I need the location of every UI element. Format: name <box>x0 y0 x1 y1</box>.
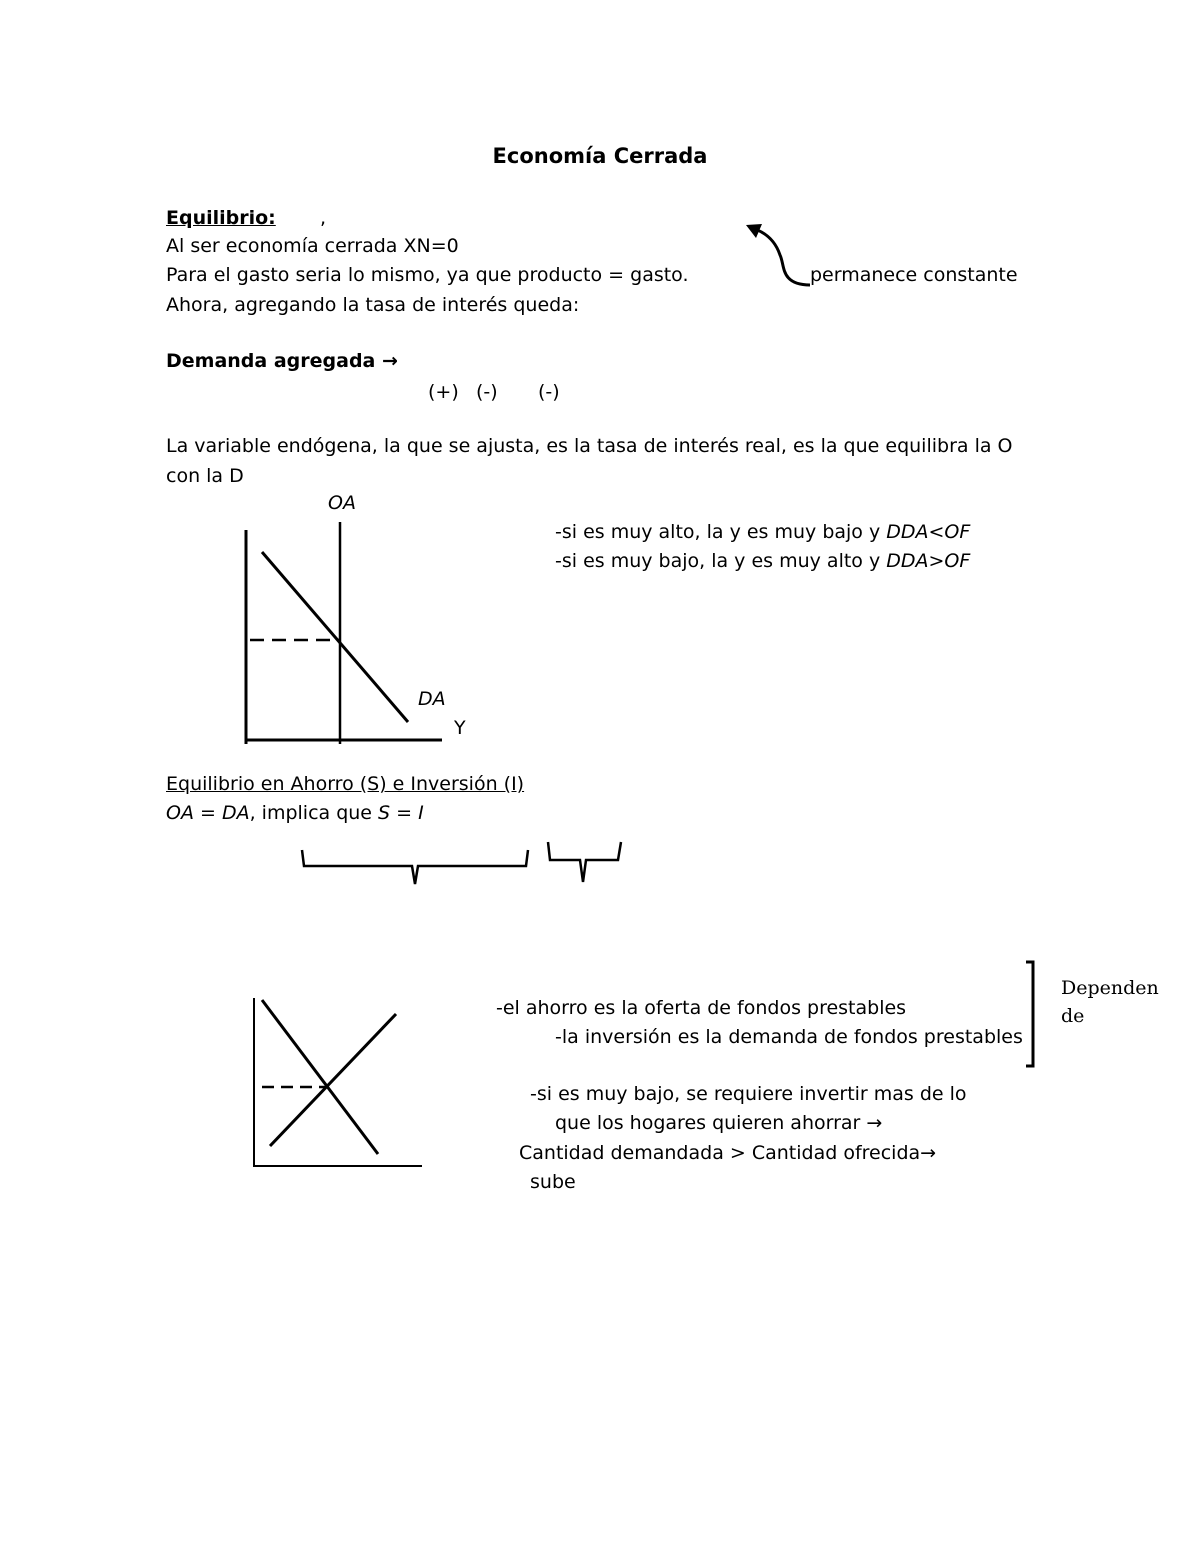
sign-plus: (+) <box>428 381 459 403</box>
ahorro-equation <box>166 801 424 825</box>
investment-line <box>262 1000 378 1154</box>
graph1-note-1-ineq: DDA<OF <box>886 521 971 543</box>
inversion-demanda-line: -la inversión es la demanda de fondos prestables <box>555 1026 1023 1048</box>
equilibrio-line-2: Para el gasto seria lo mismo, ya que producto = gasto. <box>166 264 689 286</box>
graph1-note-2-text: -si es muy bajo, la y es muy alto y <box>555 550 887 572</box>
y-axis-label: Y <box>454 717 466 739</box>
demanda-text: Demanda agregada <box>166 350 376 372</box>
graph1-note-2-ineq: DDA>OF <box>886 550 971 572</box>
hogares-text: que los hogares quieren ahorrar <box>555 1112 861 1134</box>
hogares-line <box>555 1111 882 1135</box>
sign-minus-2: (-) <box>538 381 560 403</box>
equilibrio-line-3: Ahora, agregando la tasa de interés queda: <box>166 294 580 316</box>
cantidad-line <box>519 1141 936 1165</box>
sign-minus-1: (-) <box>476 381 498 403</box>
da-line <box>262 552 408 722</box>
equilibrio-comma: , <box>320 207 327 229</box>
s-i-eq: S = I <box>378 802 424 824</box>
ahorro-oferta-line: -el ahorro es la oferta de fondos prestables <box>496 997 907 1019</box>
implica-text: , implica que <box>249 802 379 824</box>
demanda-label <box>166 349 398 373</box>
permanece-note: permanece constante <box>810 264 1018 286</box>
savings-line <box>270 1014 396 1146</box>
equilibrio-line-1: Al ser economía cerrada XN=0 <box>166 235 459 257</box>
arrow-right-icon: → <box>866 1112 883 1134</box>
ahorro-heading: Equilibrio en Ahorro (S) e Inversión (I) <box>166 773 525 795</box>
variable-line-1: La variable endógena, la que se ajusta, es la tasa de interés real, es la que equilibra la O <box>166 435 1013 457</box>
arrow-right-icon: → <box>382 350 398 372</box>
arrow-right-icon: → <box>920 1142 937 1164</box>
de-label: de <box>1061 1005 1085 1027</box>
variable-line-2: con la D <box>166 465 244 487</box>
cantidad-text: Cantidad demandada > Cantidad ofrecida <box>519 1142 921 1164</box>
sube-line: sube <box>530 1171 576 1193</box>
oa-label: OA <box>328 492 356 514</box>
equilibrio-heading: Equilibrio: <box>166 207 276 229</box>
da-label: DA <box>418 688 446 710</box>
page-title: Economía Cerrada <box>492 144 708 168</box>
graph1-note-2 <box>555 549 970 573</box>
oa-da-eq: OA = DA <box>166 802 250 824</box>
underbrace-2 <box>548 842 621 882</box>
underbrace-1 <box>302 850 528 884</box>
dependen-label: Dependen <box>1061 977 1159 999</box>
graph1-note-1 <box>555 520 970 544</box>
graph1-note-1-text: -si es muy alto, la y es muy bajo y <box>555 521 887 543</box>
muy-bajo-line: -si es muy bajo, se requiere invertir mas de lo <box>530 1083 967 1105</box>
